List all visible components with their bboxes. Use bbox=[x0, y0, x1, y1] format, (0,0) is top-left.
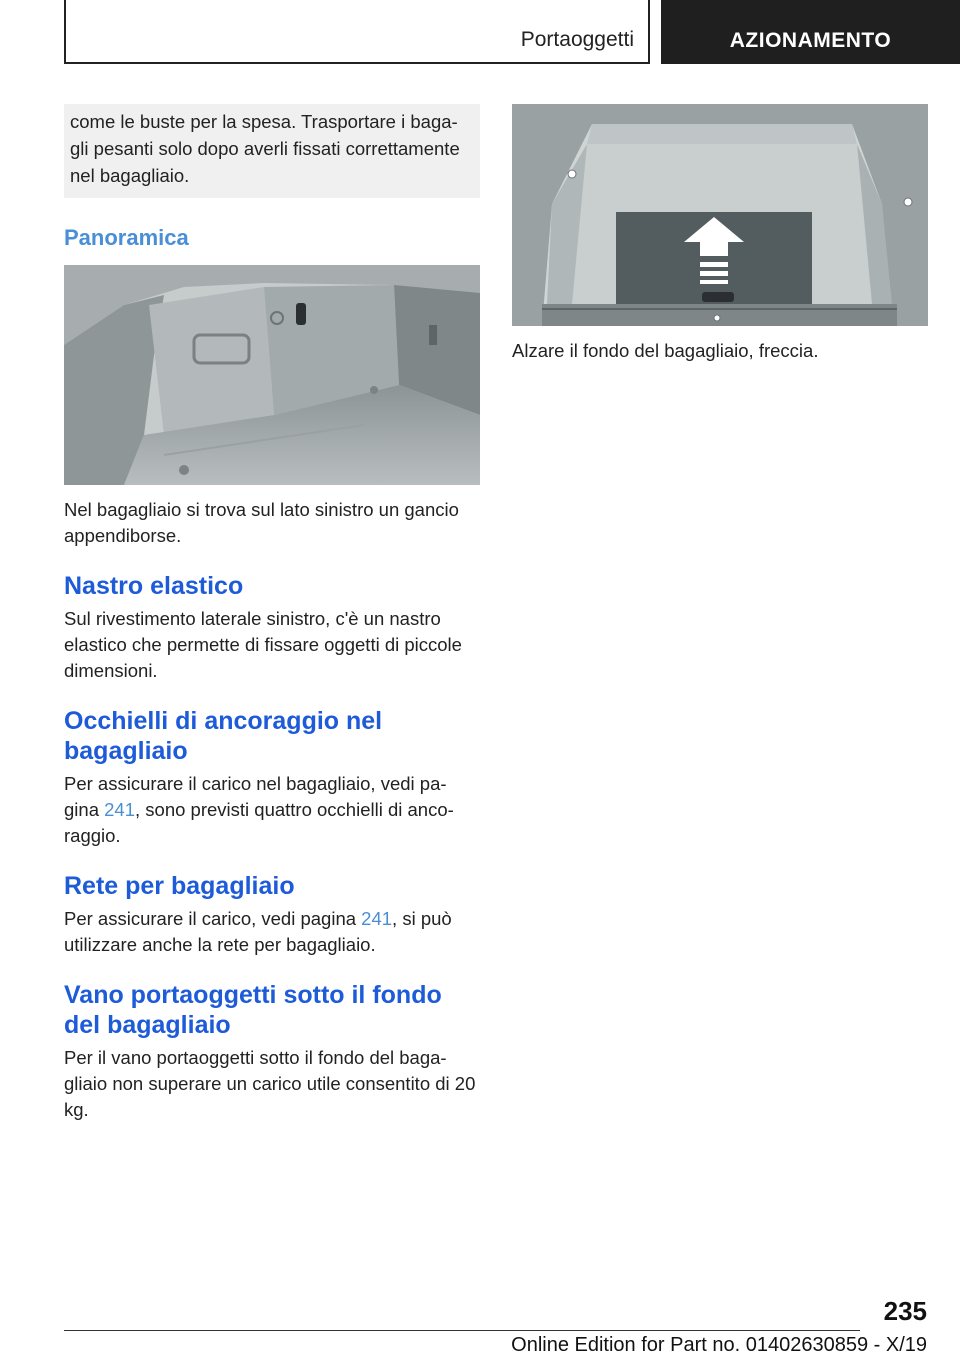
vano-text: Per il vano portaoggetti sotto il fondo del baga-gliaio non superare un carico utile consentito di 20 kg. bbox=[64, 1047, 476, 1120]
heading-panoramica: Panoramica bbox=[64, 225, 189, 250]
page-link-241[interactable]: 241 bbox=[361, 908, 393, 929]
heading-nastro-elastico: Nastro elastico bbox=[64, 572, 244, 600]
nastro-text: Sul rivestimento laterale sinistro, c'è un nastro elastico che permette di fissare oggetti di piccole dimensioni. bbox=[64, 608, 462, 681]
right-column bbox=[512, 104, 928, 364]
header-section-title: Portaoggetti bbox=[520, 28, 634, 51]
page-number: 235 bbox=[883, 1296, 927, 1326]
panoramica-text: Nel bagagliaio si trova sul lato sinistro un gancio appendiborse. bbox=[64, 499, 459, 546]
rete-text: Per assicurare il carico, vedi pagina 241, si può utilizzare anche la rete per bagagliaio. bbox=[64, 908, 452, 955]
trunk-floor-image bbox=[512, 104, 928, 326]
heading-occhielli: Occhielli di ancoraggio nel bagagliaio bbox=[64, 707, 383, 765]
footer-edition: Online Edition for Part no. 01402630859 - X/19 bbox=[511, 1334, 927, 1356]
figure-caption: Alzare il fondo del bagagliaio, freccia. bbox=[512, 340, 819, 361]
occhielli-text: Per assicurare il carico nel bagagliaio, vedi pa-gina 241, sono previsti quattro occhielli di anco-raggio. bbox=[64, 773, 454, 846]
note-box: come le buste per la spesa. Trasportare i baga-gli pesanti solo dopo averli fissati correttamente nel bagagliaio. bbox=[64, 104, 480, 198]
trunk-overview-image bbox=[64, 265, 480, 485]
page-link-241[interactable]: 241 bbox=[104, 799, 135, 820]
header-chapter-box bbox=[661, 0, 960, 64]
footer-rule bbox=[64, 1330, 860, 1331]
header-chapter-title: AZIONAMENTO bbox=[729, 29, 892, 52]
heading-rete: Rete per bagagliaio bbox=[64, 872, 295, 900]
left-column bbox=[64, 104, 480, 1123]
heading-vano-portaoggetti: Vano portaoggetti sotto il fondo del bagagliaio bbox=[64, 981, 442, 1039]
header-section-box bbox=[64, 0, 650, 64]
